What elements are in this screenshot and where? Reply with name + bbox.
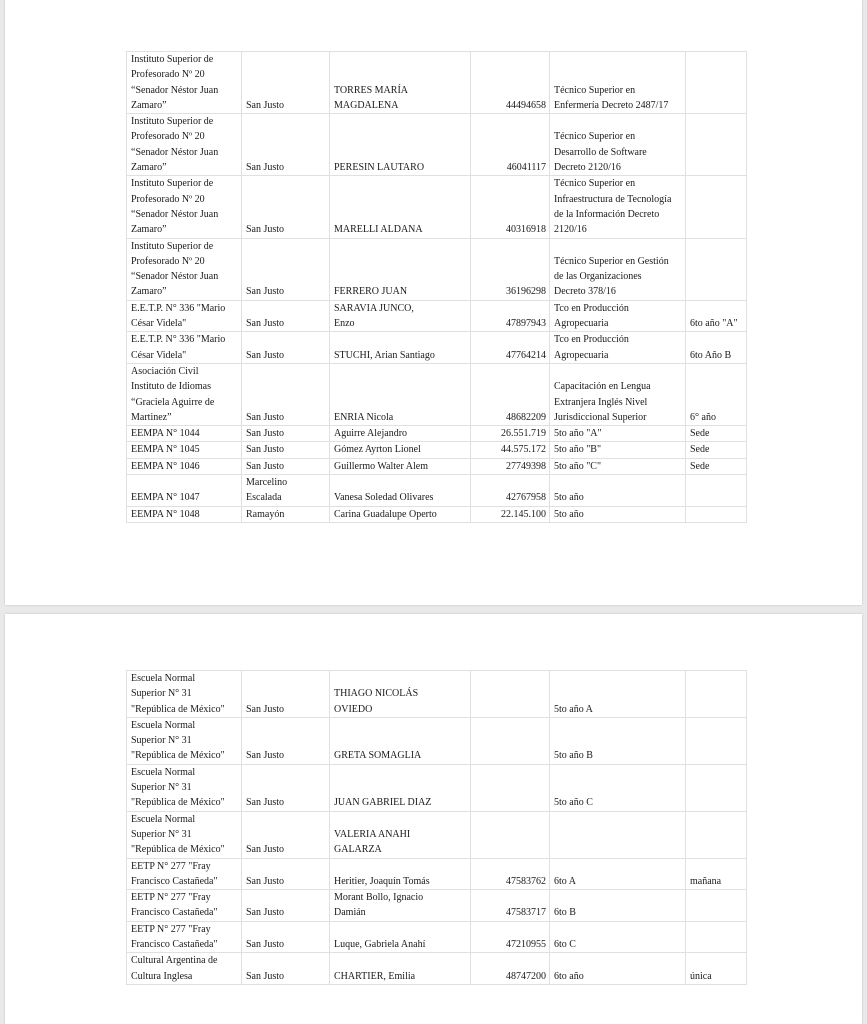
dni-cell: 44494658: [471, 52, 550, 114]
course-cell: 5to año "A": [550, 426, 686, 442]
course-cell: 5to año: [550, 475, 686, 507]
course-cell: 5to año "C": [550, 458, 686, 474]
city-cell: San Justo: [242, 332, 330, 364]
table-row: [127, 442, 747, 458]
extra-cell: [686, 506, 747, 522]
table-row: [127, 764, 747, 811]
institution-cell: Instituto Superior de Profesorado Nº 20 “Senador Néstor Juan Zamaro”: [127, 176, 242, 238]
table-row: [127, 921, 747, 953]
table-row: [127, 238, 747, 300]
city-cell: San Justo: [242, 921, 330, 953]
institution-cell: Cultural Argentina de Cultura Inglesa: [127, 953, 242, 985]
institution-cell: E.E.T.P. N° 336 "Mario César Videla": [127, 332, 242, 364]
student-name-cell: Heritier, Joaquín Tomás: [330, 858, 471, 890]
table-body: [127, 52, 747, 523]
extra-cell: [686, 921, 747, 953]
city-cell: San Justo: [242, 764, 330, 811]
table-row: [127, 475, 747, 507]
table-row: [127, 52, 747, 114]
extra-cell: [686, 114, 747, 176]
institution-cell: Escuela Normal Superior N° 31 "República de México": [127, 671, 242, 718]
institution-cell: EETP N° 277 "Fray Francisco Castañeda": [127, 921, 242, 953]
student-name-cell: Morant Bollo, Ignacio Damián: [330, 890, 471, 922]
city-cell: Marcelino Escalada: [242, 475, 330, 507]
student-name-cell: VALERIA ANAHI GALARZA: [330, 811, 471, 858]
city-cell: San Justo: [242, 671, 330, 718]
table-row: [127, 363, 747, 425]
dni-cell: 42767958: [471, 475, 550, 507]
student-name-cell: Aguirre Alejandro: [330, 426, 471, 442]
extra-cell: 6° año: [686, 363, 747, 425]
table-row: [127, 953, 747, 985]
course-cell: Tco en Producción Agropecuaria: [550, 332, 686, 364]
dni-cell: 40316918: [471, 176, 550, 238]
table-row: [127, 114, 747, 176]
course-cell: 6to C: [550, 921, 686, 953]
table-row: [127, 890, 747, 922]
dni-cell: 48682209: [471, 363, 550, 425]
table-row: [127, 176, 747, 238]
table-row: [127, 300, 747, 332]
city-cell: San Justo: [242, 890, 330, 922]
institution-cell: EEMPA N° 1044: [127, 426, 242, 442]
dni-cell: [471, 717, 550, 764]
dni-cell: 47210955: [471, 921, 550, 953]
dni-cell: 47583762: [471, 858, 550, 890]
document-page-2: [5, 614, 862, 1024]
table-row: [127, 332, 747, 364]
dni-cell: 22.145.100: [471, 506, 550, 522]
extra-cell: [686, 176, 747, 238]
city-cell: San Justo: [242, 811, 330, 858]
city-cell: San Justo: [242, 114, 330, 176]
city-cell: San Justo: [242, 858, 330, 890]
institution-cell: Escuela Normal Superior N° 31 "República de México": [127, 717, 242, 764]
course-cell: Técnico Superior en Enfermería Decreto 2487/17: [550, 52, 686, 114]
dni-cell: 26.551.719: [471, 426, 550, 442]
institution-cell: EEMPA N° 1047: [127, 475, 242, 507]
course-cell: [550, 811, 686, 858]
extra-cell: [686, 52, 747, 114]
city-cell: San Justo: [242, 52, 330, 114]
city-cell: San Justo: [242, 238, 330, 300]
student-name-cell: Luque, Gabriela Anahí: [330, 921, 471, 953]
students-table-page-1: [126, 51, 747, 523]
city-cell: San Justo: [242, 442, 330, 458]
course-cell: 6to A: [550, 858, 686, 890]
dni-cell: [471, 671, 550, 718]
institution-cell: E.E.T.P. N° 336 "Mario César Videla": [127, 300, 242, 332]
extra-cell: [686, 671, 747, 718]
institution-cell: Instituto Superior de Profesorado Nº 20 “Senador Néstor Juan Zamaro”: [127, 114, 242, 176]
city-cell: San Justo: [242, 426, 330, 442]
institution-cell: EETP N° 277 "Fray Francisco Castañeda": [127, 858, 242, 890]
dni-cell: 46041117: [471, 114, 550, 176]
extra-cell: [686, 238, 747, 300]
student-name-cell: THIAGO NICOLÁS OVIEDO: [330, 671, 471, 718]
extra-cell: Sede: [686, 426, 747, 442]
dni-cell: 47897943: [471, 300, 550, 332]
institution-cell: EETP N° 277 "Fray Francisco Castañeda": [127, 890, 242, 922]
course-cell: Capacitación en Lengua Extranjera Inglés Nivel Jurisdiccional Superior: [550, 363, 686, 425]
institution-cell: EEMPA N° 1048: [127, 506, 242, 522]
student-name-cell: JUAN GABRIEL DIAZ: [330, 764, 471, 811]
city-cell: San Justo: [242, 176, 330, 238]
city-cell: Ramayón: [242, 506, 330, 522]
course-cell: Técnico Superior en Gestión de las Organizaciones Decreto 378/16: [550, 238, 686, 300]
course-cell: Técnico Superior en Infraestructura de Tecnología de la Información Decreto 2120/16: [550, 176, 686, 238]
table-row: [127, 458, 747, 474]
course-cell: 5to año C: [550, 764, 686, 811]
institution-cell: EEMPA N° 1046: [127, 458, 242, 474]
city-cell: San Justo: [242, 717, 330, 764]
table-row: [127, 671, 747, 718]
dni-cell: [471, 811, 550, 858]
extra-cell: [686, 890, 747, 922]
course-cell: 5to año A: [550, 671, 686, 718]
extra-cell: única: [686, 953, 747, 985]
dni-cell: 44.575.172: [471, 442, 550, 458]
student-name-cell: Carina Guadalupe Operto: [330, 506, 471, 522]
student-name-cell: FERRERO JUAN: [330, 238, 471, 300]
institution-cell: Instituto Superior de Profesorado Nº 20 “Senador Néstor Juan Zamaro”: [127, 238, 242, 300]
course-cell: 6to B: [550, 890, 686, 922]
student-name-cell: CHARTIER, Emilia: [330, 953, 471, 985]
student-name-cell: Gómez Ayrton Lionel: [330, 442, 471, 458]
table-row: [127, 858, 747, 890]
course-cell: 5to año: [550, 506, 686, 522]
dni-cell: 36196298: [471, 238, 550, 300]
extra-cell: [686, 764, 747, 811]
extra-cell: Sede: [686, 458, 747, 474]
dni-cell: 47583717: [471, 890, 550, 922]
institution-cell: Instituto Superior de Profesorado Nº 20 “Senador Néstor Juan Zamaro”: [127, 52, 242, 114]
institution-cell: Escuela Normal Superior N° 31 "República de México": [127, 764, 242, 811]
extra-cell: [686, 475, 747, 507]
student-name-cell: TORRES MARÍA MAGDALENA: [330, 52, 471, 114]
student-name-cell: GRETA SOMAGLIA: [330, 717, 471, 764]
student-name-cell: Vanesa Soledad Olivares: [330, 475, 471, 507]
course-cell: 6to año: [550, 953, 686, 985]
student-name-cell: STUCHI, Arian Santiago: [330, 332, 471, 364]
city-cell: San Justo: [242, 300, 330, 332]
course-cell: Técnico Superior en Desarrollo de Software Decreto 2120/16: [550, 114, 686, 176]
student-name-cell: SARAVIA JUNCO, Enzo: [330, 300, 471, 332]
dni-cell: 48747200: [471, 953, 550, 985]
course-cell: 5to año "B": [550, 442, 686, 458]
dni-cell: 47764214: [471, 332, 550, 364]
dni-cell: 27749398: [471, 458, 550, 474]
extra-cell: mañana: [686, 858, 747, 890]
institution-cell: Escuela Normal Superior N° 31 "República de México": [127, 811, 242, 858]
extra-cell: Sede: [686, 442, 747, 458]
institution-cell: Asociación Civil Instituto de Idiomas “Graciela Aguirre de Martinez”: [127, 363, 242, 425]
table-row: [127, 506, 747, 522]
course-cell: Tco en Producción Agropecuaria: [550, 300, 686, 332]
student-name-cell: ENRIA Nicola: [330, 363, 471, 425]
extra-cell: 6to Año B: [686, 332, 747, 364]
extra-cell: [686, 717, 747, 764]
table-row: [127, 717, 747, 764]
institution-cell: EEMPA N° 1045: [127, 442, 242, 458]
student-name-cell: Guillermo Walter Alem: [330, 458, 471, 474]
dni-cell: [471, 764, 550, 811]
table-body: [127, 671, 747, 985]
students-table-page-2: [126, 670, 747, 985]
table-row: [127, 426, 747, 442]
city-cell: San Justo: [242, 953, 330, 985]
city-cell: San Justo: [242, 458, 330, 474]
student-name-cell: MARELLI ALDANA: [330, 176, 471, 238]
document-page-1: [5, 0, 862, 605]
extra-cell: [686, 811, 747, 858]
extra-cell: 6to año "A": [686, 300, 747, 332]
city-cell: San Justo: [242, 363, 330, 425]
table-row: [127, 811, 747, 858]
student-name-cell: PERESIN LAUTARO: [330, 114, 471, 176]
course-cell: 5to año B: [550, 717, 686, 764]
